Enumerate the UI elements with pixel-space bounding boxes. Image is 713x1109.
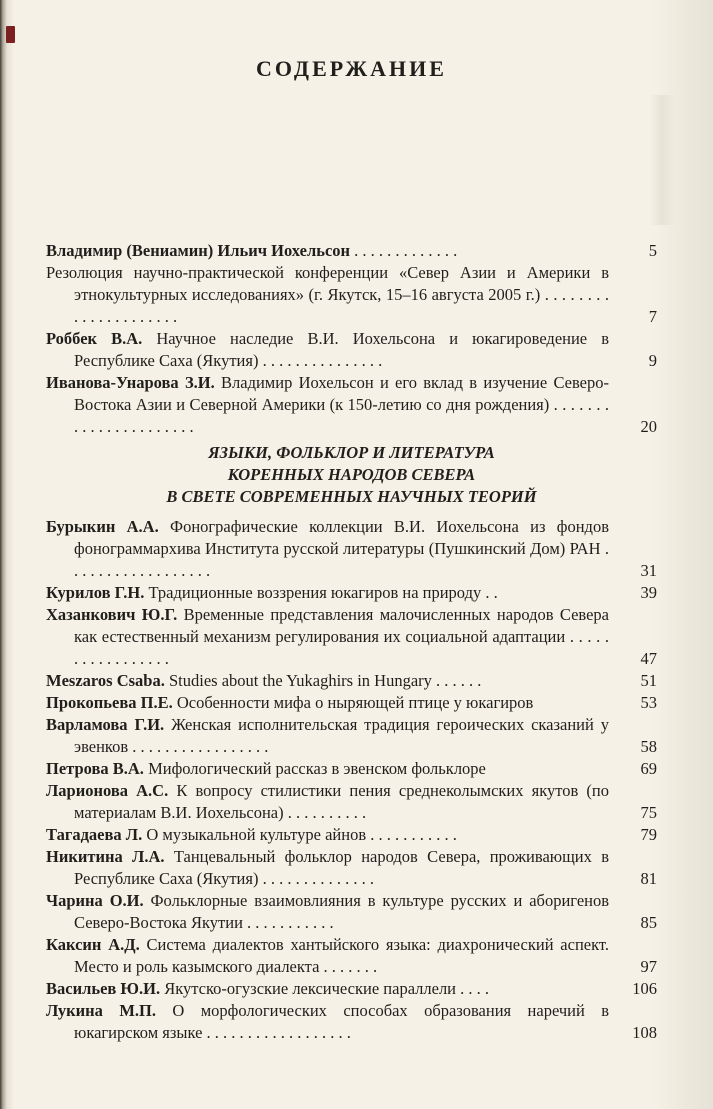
corner-ink-mark <box>6 26 15 43</box>
entry-text <box>46 978 609 1000</box>
entry-leader-dots: . . . . . . <box>431 671 482 690</box>
toc-entry <box>46 692 657 714</box>
entry-page-number: 106 <box>632 979 657 998</box>
entry-text <box>46 1000 609 1044</box>
entry-page-number: 5 <box>648 241 657 260</box>
entry-author: Васильев Ю.И. <box>46 979 161 998</box>
page-title: СОДЕРЖАНИЕ <box>256 56 447 81</box>
entry-title: Женская исполнительская традиция героических сказаний у эвенков <box>74 715 609 756</box>
entry-text <box>46 780 609 824</box>
entry-author: Бурыкин А.А. <box>46 517 159 536</box>
entry-page-number: 69 <box>640 759 657 778</box>
entry-title: О морфологических способах образования наречий в юкагирском языке <box>74 1001 610 1042</box>
section-heading-line: ЯЗЫКИ, ФОЛЬКЛОР И ЛИТЕРАТУРА <box>208 443 495 462</box>
toc-entry <box>46 582 657 604</box>
entry-text <box>46 846 609 890</box>
toc-entry <box>46 1000 657 1044</box>
entry-author: Ларионова А.С. <box>46 781 169 800</box>
toc-entry <box>46 516 657 582</box>
entry-leader-dots: . . . . . . . . . . . <box>242 913 334 932</box>
section-heading-line: В СВЕТЕ СОВРЕМЕННЫХ НАУЧНЫХ ТЕОРИЙ <box>166 487 537 506</box>
entry-text <box>46 714 609 758</box>
entry-page-number: 20 <box>640 417 657 436</box>
entry-author: Курилов Г.Н. <box>46 583 145 602</box>
entry-leader-dots: . . . . . . . . . . . <box>366 825 457 844</box>
entry-title: К вопросу стилистики пения среднеколымских якутов (по материалам В.И. Иохельсона) <box>74 781 609 822</box>
entry-page-number: 39 <box>640 583 657 602</box>
entry-leader-dots: . . . . . . . . . . . . . . . . . . . . . . <box>74 395 609 436</box>
entry-leader-dots: . . . . . . . . . . . . . . . <box>258 351 383 370</box>
entry-text <box>46 758 609 780</box>
entry-text <box>46 670 609 692</box>
entry-leader-dots: . . . . . . . . . . . . . . . . . . . . . <box>74 285 609 326</box>
entry-page-number: 79 <box>640 825 657 844</box>
entry-author: Никитина Л.А. <box>46 847 165 866</box>
entry-leader-dots: . . . . . . . . . . . . . . . . . . <box>202 1023 351 1042</box>
entry-text <box>46 890 609 934</box>
entry-page-number: 97 <box>640 957 657 976</box>
entry-text <box>46 240 609 262</box>
toc-entry <box>46 978 657 1000</box>
entry-page-number: 81 <box>640 869 657 888</box>
entry-page-number: 53 <box>640 693 657 712</box>
entry-leader-dots: . . . . . . . <box>319 957 378 976</box>
entry-title: Научное наследие В.И. Иохельсона и юкагироведение в Республике Саха (Якутия) <box>74 329 610 370</box>
entry-title: Фонографические коллекции В.И. Иохельсона из фондов фонограммархива Института русской литературы (Пушкинский Дом) РАН <box>74 517 609 558</box>
toc-entry <box>46 604 657 670</box>
toc-section-list <box>46 516 657 1044</box>
toc-entry <box>46 890 657 934</box>
entry-author: Лукина М.П. <box>46 1001 156 1020</box>
toc-entry <box>46 846 657 890</box>
entry-author: Варламова Г.И. <box>46 715 165 734</box>
entry-page-number: 9 <box>648 351 657 370</box>
entry-leader-dots: . . . . . . . . . . . . . . . . . <box>128 737 269 756</box>
section-heading <box>46 442 657 508</box>
entry-title: Владимир Иохельсон и его вклад в изучение Северо-Востока Азии и Северной Америки (к 150-летию со дня рождения) <box>74 373 609 414</box>
entry-title: Резолюция научно-практической конференции «Север Азии и Америки в этнокультурных исследованиях» (г. Якутск, 15–16 августа 2005 г.) <box>46 263 609 304</box>
toc-entry <box>46 714 657 758</box>
entry-author: Каксин А.Д. <box>46 935 140 954</box>
entry-leader-dots: . . . . . . . . . . . . . . <box>258 869 374 888</box>
entry-page-number: 7 <box>648 307 657 326</box>
entry-author: Чарина О.И. <box>46 891 144 910</box>
toc-entry <box>46 240 657 262</box>
toc-entry <box>46 934 657 978</box>
entry-leader-dots: . . . . . . . . . . . . . . . . . <box>74 627 609 668</box>
entry-page-number: 47 <box>640 649 657 668</box>
toc-front-list <box>46 240 657 438</box>
entry-text <box>46 824 609 846</box>
entry-author: Meszaros Csaba. <box>46 671 165 690</box>
entry-text <box>46 934 609 978</box>
entry-author: Тагадаева Л. <box>46 825 143 844</box>
entry-author: Роббек В.А. <box>46 329 143 348</box>
entry-text <box>46 692 609 714</box>
entry-author: Иванова-Унарова З.И. <box>46 373 215 392</box>
entry-text <box>46 604 609 670</box>
entry-text <box>46 372 609 438</box>
entry-leader-dots: . . <box>481 583 498 602</box>
entry-text <box>46 516 609 582</box>
entry-leader-dots: . . . . <box>456 979 490 998</box>
entry-text <box>46 262 609 328</box>
toc-entry <box>46 328 657 372</box>
entry-page-number: 75 <box>640 803 657 822</box>
entry-page-number: 51 <box>640 671 657 690</box>
toc-entry <box>46 780 657 824</box>
entry-title: Временные представления малочисленных народов Севера как естественный механизм регулирования их социальной адаптации <box>74 605 610 646</box>
section-heading-line: КОРЕННЫХ НАРОДОВ СЕВЕРА <box>227 465 476 484</box>
entry-text <box>46 328 609 372</box>
entry-title: Особенности мифа о ныряющей птице у юкагиров <box>172 693 534 712</box>
toc-entry <box>46 372 657 438</box>
page-content <box>46 0 657 1044</box>
entry-title: Танцевальный фольклор народов Севера, проживающих в Республике Саха (Якутия) <box>74 847 609 888</box>
entry-text <box>46 582 609 604</box>
toc-entry <box>46 262 657 328</box>
toc-entry <box>46 758 657 780</box>
table-of-contents <box>46 240 657 1044</box>
entry-title: О музыкальной культуре айнов <box>142 825 367 844</box>
entry-title: Фольклорные взаимовлияния в культуре русских и аборигенов Северо-Востока Якутии <box>74 891 610 932</box>
entry-title: Система диалектов хантыйского языка: диахронический аспект. Место и роль казымского диалекта <box>74 935 609 976</box>
entry-title: Мифологический рассказ в эвенском фольклоре <box>143 759 486 778</box>
entry-author: Владимир (Вениамин) Ильич Иохельсон <box>46 241 351 260</box>
entry-author: Петрова В.А. <box>46 759 144 778</box>
entry-title: Якутско-огузские лексические параллели <box>160 979 457 998</box>
toc-entry <box>46 670 657 692</box>
entry-leader-dots: . . . . . . . . . . <box>283 803 367 822</box>
entry-page-number: 85 <box>640 913 657 932</box>
entry-author: Хазанкович Ю.Г. <box>46 605 178 624</box>
entry-title: Studies about the Yukaghirs in Hungary <box>164 671 432 690</box>
entry-page-number: 108 <box>632 1023 657 1042</box>
entry-title: Традиционные воззрения юкагиров на природу <box>144 583 482 602</box>
toc-entry <box>46 824 657 846</box>
entry-leader-dots: . . . . . . . . . . . . . <box>350 241 458 260</box>
entry-author: Прокопьева П.Е. <box>46 693 173 712</box>
entry-leader-dots: . . . . . . . . . . . . . . . . . . <box>74 539 609 580</box>
entry-page-number: 58 <box>640 737 657 756</box>
entry-page-number: 31 <box>640 561 657 580</box>
